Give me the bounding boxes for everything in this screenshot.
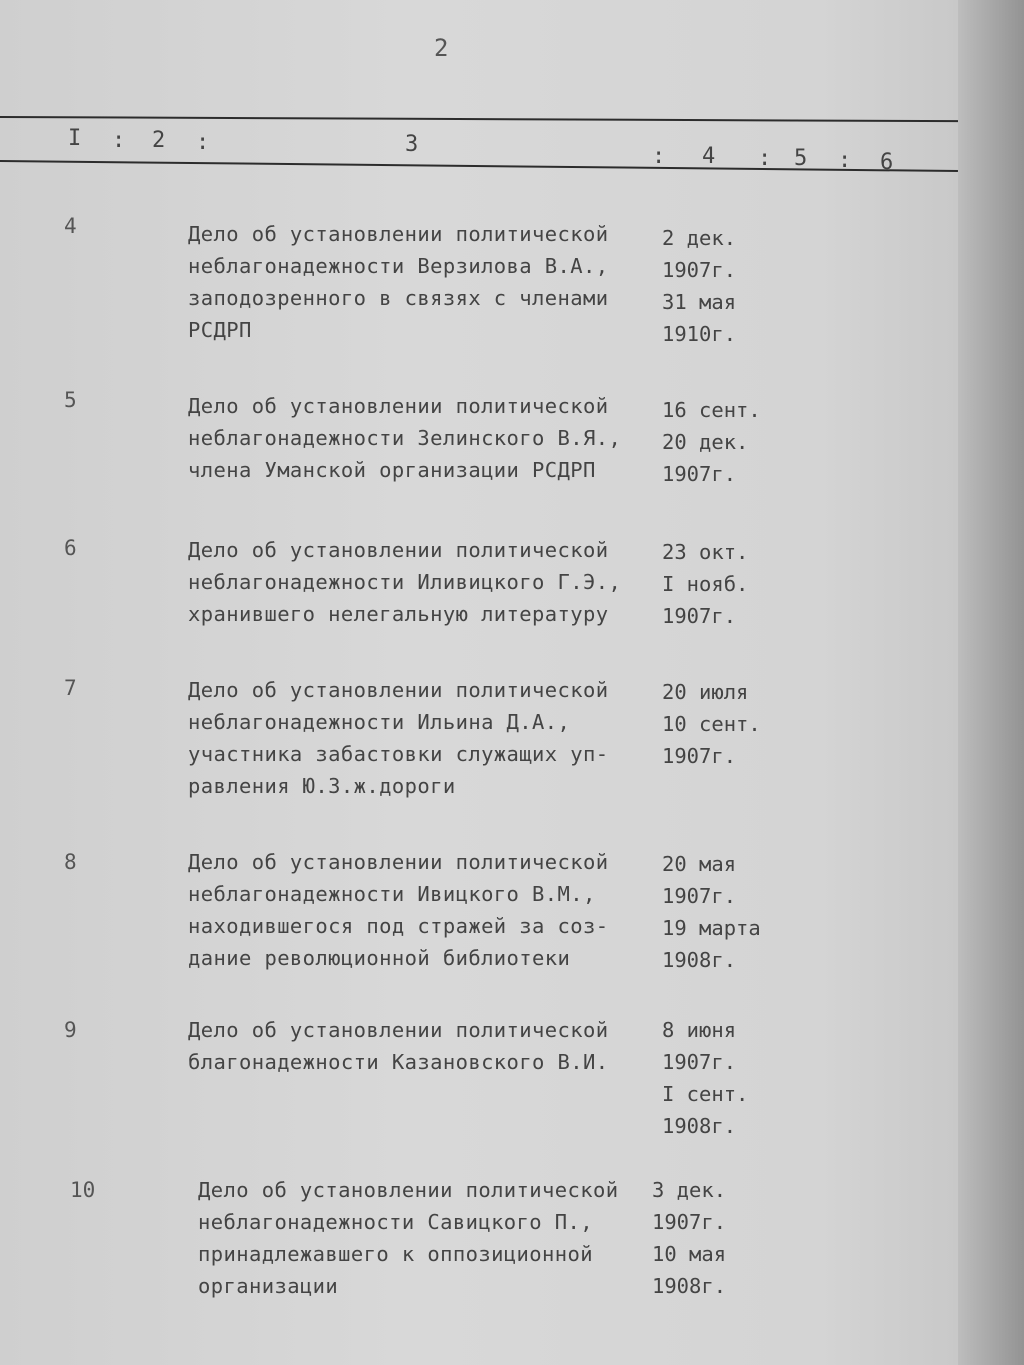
column-separator: :	[838, 148, 852, 173]
description-line: РСДРП	[188, 318, 252, 342]
description-line: дание революционной библиотеки	[188, 946, 571, 970]
row-description	[198, 1174, 668, 1302]
date-line: 10 сент.	[662, 712, 761, 736]
description-line: хранившего нелегальную литературу	[188, 602, 609, 626]
column-separator: :	[112, 128, 126, 153]
row-dates	[662, 222, 792, 350]
description-line: участника забастовки служащих уп-	[188, 742, 609, 766]
description-line: Дело об установлении политической	[198, 1178, 619, 1202]
row-description	[188, 390, 658, 486]
date-line: 20 июля	[662, 680, 749, 704]
column-header-2: 2	[152, 128, 166, 153]
column-header-3: 3	[405, 132, 419, 157]
description-line: принадлежавшего к оппозиционной	[198, 1242, 594, 1266]
date-line: I нояб.	[662, 572, 749, 596]
page-edge-shadow	[958, 0, 1024, 1365]
description-line: находившегося под стражей за соз-	[188, 914, 609, 938]
description-line: Дело об установлении политической	[188, 1018, 609, 1042]
date-line: 1907г.	[662, 884, 737, 908]
column-header-1: I	[68, 126, 82, 151]
header-rule-top	[0, 116, 958, 122]
description-line: члена Уманской организации РСДРП	[188, 458, 596, 482]
date-line: 8 июня	[662, 1018, 737, 1042]
description-line: Дело об установлении политической	[188, 394, 609, 418]
description-line: неблагонадежности Иливицкого Г.Э.,	[188, 570, 622, 594]
column-header-5: 5	[794, 146, 808, 171]
description-line: неблагонадежности Ивицкого В.М.,	[188, 882, 596, 906]
description-line: неблагонадежности Зелинского В.Я.,	[188, 426, 622, 450]
row-number: 9	[64, 1018, 77, 1042]
row-number: 8	[64, 850, 77, 874]
row-number: 5	[64, 388, 77, 412]
description-line: неблагонадежности Ильина Д.А.,	[188, 710, 571, 734]
date-line: 16 сент.	[662, 398, 761, 422]
column-header-4: 4	[702, 144, 716, 169]
date-line: 1907г.	[662, 258, 737, 282]
date-line: 1908г.	[662, 1114, 737, 1138]
description-line: Дело об установлении политической	[188, 538, 609, 562]
row-dates	[662, 676, 792, 772]
column-separator: :	[652, 144, 666, 169]
date-line: 31 мая	[662, 290, 737, 314]
row-dates	[662, 848, 792, 976]
description-line: Дело об установлении политической	[188, 678, 609, 702]
description-line: равления Ю.З.ж.дороги	[188, 774, 456, 798]
description-line: благонадежности Казановского В.И.	[188, 1050, 609, 1074]
date-line: 1907г.	[662, 604, 737, 628]
date-line: 10 мая	[652, 1242, 727, 1266]
date-line: 23 окт.	[662, 540, 749, 564]
date-line: 1907г.	[662, 462, 737, 486]
description-line: Дело об установлении политической	[188, 850, 609, 874]
row-number: 6	[64, 536, 77, 560]
date-line: 1908г.	[662, 948, 737, 972]
date-line: 1908г.	[652, 1274, 727, 1298]
date-line: I сент.	[662, 1082, 749, 1106]
row-description	[188, 534, 658, 630]
row-description	[188, 1014, 658, 1078]
row-dates	[652, 1174, 782, 1302]
row-description	[188, 674, 658, 802]
row-number: 7	[64, 676, 77, 700]
header-rule-bottom	[0, 160, 958, 172]
row-number: 10	[70, 1178, 96, 1202]
date-line: 19 марта	[662, 916, 761, 940]
column-header-6: 6	[880, 150, 894, 175]
description-line: заподозренного в связях с членами	[188, 286, 609, 310]
column-separator: :	[196, 130, 210, 155]
row-dates	[662, 536, 792, 632]
row-dates	[662, 394, 792, 490]
date-line: 2 дек.	[662, 226, 737, 250]
description-line: Дело об установлении политической	[188, 222, 609, 246]
row-dates	[662, 1014, 792, 1142]
row-number: 4	[64, 214, 77, 238]
date-line: 20 дек.	[662, 430, 749, 454]
row-description	[188, 846, 658, 974]
description-line: неблагонадежности Верзилова В.А.,	[188, 254, 609, 278]
column-separator: :	[758, 146, 772, 171]
date-line: 1910г.	[662, 322, 737, 346]
row-description	[188, 218, 658, 346]
description-line: организации	[198, 1274, 339, 1298]
date-line: 20 мая	[662, 852, 737, 876]
description-line: неблагонадежности Савицкого П.,	[198, 1210, 594, 1234]
date-line: 1907г.	[652, 1210, 727, 1234]
page-number: 2	[434, 34, 449, 62]
date-line: 3 дек.	[652, 1178, 727, 1202]
date-line: 1907г.	[662, 1050, 737, 1074]
date-line: 1907г.	[662, 744, 737, 768]
